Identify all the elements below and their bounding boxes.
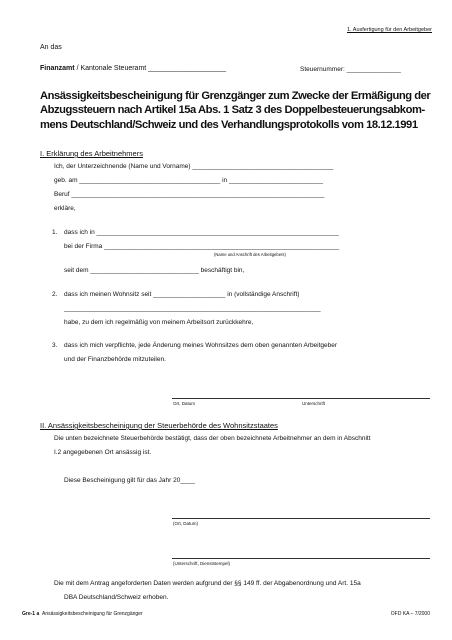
declare-label: erkläre, [54,205,76,212]
employer-caption: (Name und Anschrift des Arbeitgebers) [214,252,286,257]
residence-since-field[interactable]: dass ich meinen Wohnsitz seit ____________________ in (vollständige Anschrift) [64,291,300,298]
authority-signature-line[interactable] [172,558,430,559]
employed-since-field[interactable]: seit dem ______________________________ beschäftigt bin, [64,267,245,274]
signature-stamp-caption: (Unterschrift, Dienststempel) [173,561,231,566]
signature-line[interactable] [172,398,430,399]
obligation-text: dass ich mich verpflichte, jede Änderung meines Wohnsitzes dem oben genannten Arbeitgeber [64,342,338,349]
form-code: Gre-1 a [22,611,40,617]
address-line: An das [40,44,62,51]
form-name: Ansässigkeitsbescheinigung für Grenzgänger [42,611,143,617]
validity-field[interactable]: Diese Bescheinigung gilt für das Jahr 20____ [64,477,195,484]
title-line: Ansässigkeitsbescheinigung für Grenzgänger zum Zwecke der Ermäßigung der [40,90,431,102]
signature-caption: Unterschrift [302,401,326,406]
obligation-text: und der Finanzbehörde mitzuteilen. [64,356,166,363]
title-line: Abzugssteuern nach Artikel 15a Abs. 1 Satz 3 des Doppelbesteuerungsabkom- [40,104,425,117]
confirmation-text: Die unten bezeichnete Steuerbehörde bestätigt, dass der oben bezeichnete Arbeitnehmer an dem in Abschnitt [54,435,371,442]
section-2-heading: II. Ansässigkeitsbescheinigung der Steuerbehörde des Wohnsitzstaates [40,421,278,430]
profession-field[interactable]: Beruf ______________________________________________________________________ [54,191,325,198]
copy-label: 1. Ausfertigung für den Arbeitgeber [346,27,432,33]
name-field[interactable]: Ich, der Unterzeichnende (Name und Vorname) _______________________________________ [54,163,334,170]
form-footer [22,611,143,617]
data-notice: Die mit dem Antrag angeforderten Daten werden aufgrund der §§ 149 ff. der Abgabenordnung und Art. 15a [54,580,361,587]
residence-address-field[interactable]: _______________________________________________________________________ [64,305,321,312]
authority-label: Finanzamt [40,65,75,72]
tax-number-field[interactable]: Steuernummer: _______________ [300,66,401,73]
workplace-field[interactable]: dass ich in ___________________________________________________________________ [64,229,339,236]
place-date-caption: (Ort, Datum) [173,521,199,526]
item-number: 2. [52,291,58,298]
authority-place-date-line[interactable] [172,518,430,519]
authority-line [40,65,226,72]
birth-field[interactable]: geb. am _______________________________________ in __________________________ [54,177,323,184]
title-line: mens Deutschland/Schweiz und des Verhandlungsprotokolls vom 18.12.1991 [40,118,418,131]
section-1-heading: I. Erklärung des Arbeitnehmers [40,149,143,158]
return-text: habe, zu dem ich regelmäßig von meinem Arbeitsort zurückkehre, [64,319,254,326]
employer-field[interactable]: bei der Firma _________________________________________________________________ [64,243,340,250]
form-version: OFD KA – 7/2000 [390,611,430,617]
item-number: 3. [52,342,58,349]
item-number: 1. [52,229,58,236]
authority-field[interactable]: / Kantonale Steueramt ____________________ [74,65,227,72]
confirmation-text: I.2 angegebenen Ort ansässig ist. [54,449,152,456]
document-title [40,89,430,132]
place-date-caption: Ort, Datum [173,401,196,406]
data-notice: DBA Deutschland/Schweiz erhoben. [64,594,169,601]
